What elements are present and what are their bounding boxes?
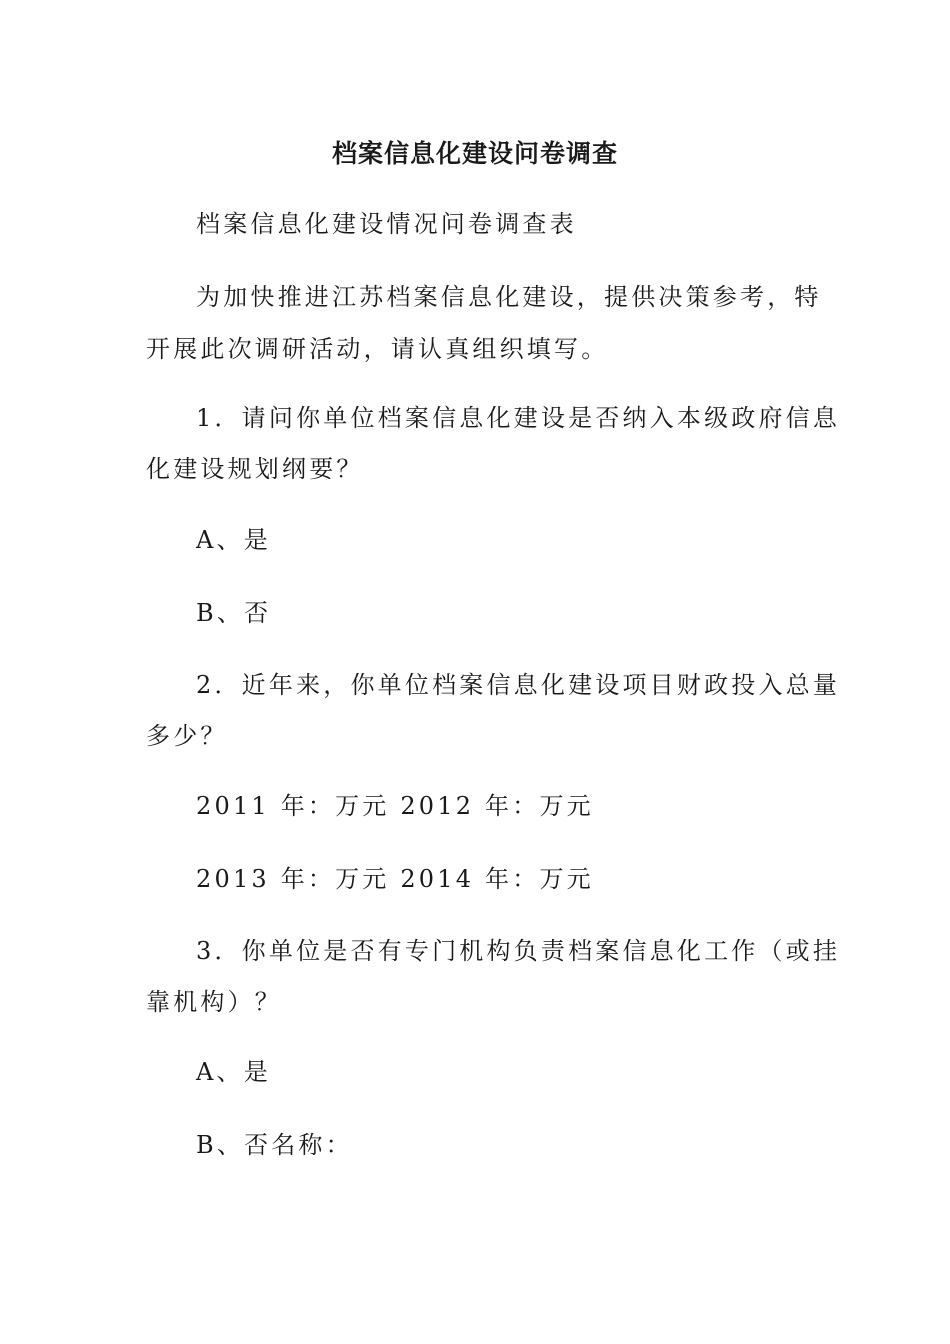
question-1-option-b: B、否 — [196, 599, 272, 627]
question-2-years-row-2: 2013 年：万元 2014 年：万元 — [196, 865, 594, 893]
question-2-line-2: 多少？ — [146, 722, 228, 750]
question-3-line-2: 靠机构）？ — [146, 988, 282, 1016]
question-3-line-1: 3．你单位是否有专门机构负责档案信息化工作（或挂 — [196, 937, 841, 965]
question-3-option-a: A、是 — [196, 1058, 271, 1086]
intro-line-2: 开展此次调研活动，请认真组织填写。 — [146, 335, 609, 363]
question-2-line-1: 2．近年来，你单位档案信息化建设项目财政投入总量 — [196, 671, 841, 699]
question-1-line-2: 化建设规划纲要？ — [146, 455, 364, 483]
question-2-years-row-1: 2011 年：万元 2012 年：万元 — [196, 792, 594, 820]
question-3-option-b: B、否名称： — [196, 1131, 353, 1159]
document-title: 档案信息化建设问卷调查 — [331, 139, 618, 168]
document-subtitle: 档案信息化建设情况问卷调查表 — [196, 210, 577, 238]
intro-line-1: 为加快推进江苏档案信息化建设，提供决策参考，特 — [196, 283, 822, 311]
question-1-line-1: 1．请问你单位档案信息化建设是否纳入本级政府信息 — [196, 404, 841, 432]
question-1-option-a: A、是 — [196, 526, 271, 554]
